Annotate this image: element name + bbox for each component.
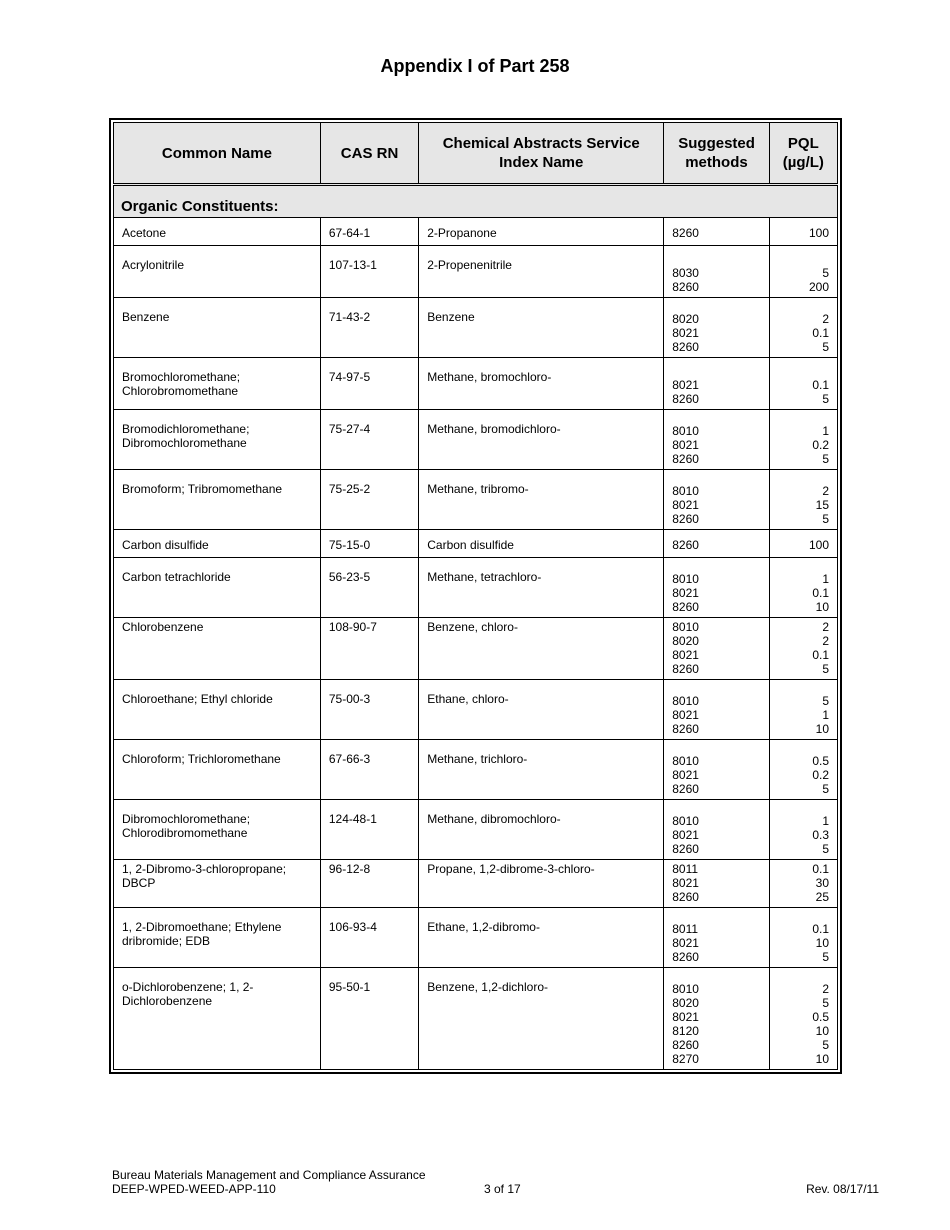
cell-index-name: 2-Propenenitrile xyxy=(419,246,664,298)
header-methods-label: Suggested methods xyxy=(678,135,755,171)
cell-cas-rn: 75-15-0 xyxy=(320,530,418,558)
cell-common-name: 1, 2-Dibromo-3-chloropropane; DBCP xyxy=(114,860,321,908)
cell-index-name: Methane, tribromo- xyxy=(419,470,664,530)
table-row xyxy=(114,530,838,558)
cell-methods xyxy=(664,860,769,908)
cell-index-name: Methane, tetrachloro- xyxy=(419,558,664,618)
table-row xyxy=(114,298,838,358)
method-code: 8021 xyxy=(672,648,699,662)
cell-methods xyxy=(664,410,769,470)
cell-cas-rn: 95-50-1 xyxy=(320,968,418,1070)
header-cas-rn: CAS RN xyxy=(320,123,418,185)
cell-methods xyxy=(664,618,769,680)
cell-pql xyxy=(769,908,837,968)
footer-left xyxy=(112,1168,426,1196)
cell-methods xyxy=(664,470,769,530)
table-row xyxy=(114,558,838,618)
pql-value: 100 xyxy=(808,226,829,240)
table-row xyxy=(114,968,838,1070)
cell-methods xyxy=(664,246,769,298)
header-pql-label: PQL (µg/L) xyxy=(782,135,824,171)
cell-common-name: Bromoform; Tribromomethane xyxy=(114,470,321,530)
pql-value: 0.5 xyxy=(812,1010,829,1024)
cell-common-name: Carbon disulfide xyxy=(114,530,321,558)
method-code: 8020 xyxy=(672,634,699,648)
cell-pql xyxy=(769,968,837,1070)
pql-value: 10 xyxy=(815,1052,829,1066)
cell-methods xyxy=(664,298,769,358)
pql-value: 5 xyxy=(822,842,829,856)
pql-value: 10 xyxy=(815,936,829,950)
cell-common-name: 1, 2-Dibromoethane; Ethylene dribromide; EDB xyxy=(114,908,321,968)
method-code: 8010 xyxy=(672,754,699,768)
cell-methods xyxy=(664,530,769,558)
pql-value: 100 xyxy=(808,538,829,552)
cell-pql xyxy=(769,410,837,470)
cell-pql xyxy=(769,218,837,246)
pql-value: 1 xyxy=(822,424,829,438)
cell-cas-rn: 75-25-2 xyxy=(320,470,418,530)
pql-value: 0.5 xyxy=(812,754,829,768)
pql-value: 1 xyxy=(822,572,829,586)
method-code: 8021 xyxy=(672,1010,699,1024)
pql-value: 2 xyxy=(822,982,829,996)
cell-methods xyxy=(664,740,769,800)
cell-methods xyxy=(664,680,769,740)
method-code: 8010 xyxy=(672,484,699,498)
table-row xyxy=(114,800,838,860)
pql-value: 2 xyxy=(822,634,829,648)
footer-org: Bureau Materials Management and Compliance Assurance xyxy=(112,1168,426,1182)
method-code: 8260 xyxy=(672,280,699,294)
pql-value: 5 xyxy=(822,392,829,406)
method-code: 8011 xyxy=(672,922,699,936)
cell-common-name: Acetone xyxy=(114,218,321,246)
method-code: 8260 xyxy=(672,600,699,614)
pql-value: 1 xyxy=(822,814,829,828)
footer-doc-id: DEEP-WPED-WEED-APP-110 xyxy=(112,1182,276,1196)
table-row xyxy=(114,218,838,246)
cell-index-name: Benzene, 1,2-dichloro- xyxy=(419,968,664,1070)
method-code: 8010 xyxy=(672,424,699,438)
cell-common-name: o-Dichlorobenzene; 1, 2-Dichlorobenzene xyxy=(114,968,321,1070)
pql-value: 5 xyxy=(822,996,829,1010)
cell-common-name: Benzene xyxy=(114,298,321,358)
cell-cas-rn: 56-23-5 xyxy=(320,558,418,618)
cell-cas-rn: 67-66-3 xyxy=(320,740,418,800)
pql-value: 0.1 xyxy=(812,326,829,340)
cell-pql xyxy=(769,618,837,680)
method-code: 8260 xyxy=(672,662,699,676)
cell-index-name: Ethane, 1,2-dibromo- xyxy=(419,908,664,968)
table-row xyxy=(114,246,838,298)
method-code: 8030 xyxy=(672,266,699,280)
cell-index-name: Carbon disulfide xyxy=(419,530,664,558)
cell-methods xyxy=(664,908,769,968)
pql-value: 0.1 xyxy=(812,648,829,662)
header-common-name: Common Name xyxy=(114,123,321,185)
cell-pql xyxy=(769,800,837,860)
method-code: 8020 xyxy=(672,312,699,326)
cell-common-name: Bromodichloromethane; Dibromochloromethane xyxy=(114,410,321,470)
method-code: 8020 xyxy=(672,996,699,1010)
page-title: Appendix I of Part 258 xyxy=(380,56,570,76)
pql-value: 15 xyxy=(815,498,829,512)
cell-methods xyxy=(664,358,769,410)
method-code: 8260 xyxy=(672,340,699,354)
cell-common-name: Carbon tetrachloride xyxy=(114,558,321,618)
cell-cas-rn: 107-13-1 xyxy=(320,246,418,298)
pql-value: 5 xyxy=(822,1038,829,1052)
cell-pql xyxy=(769,558,837,618)
cell-cas-rn: 108-90-7 xyxy=(320,618,418,680)
method-code: 8010 xyxy=(672,572,699,586)
cell-cas-rn: 71-43-2 xyxy=(320,298,418,358)
method-code: 8021 xyxy=(672,378,699,392)
cell-index-name: Methane, bromodichloro- xyxy=(419,410,664,470)
cell-pql xyxy=(769,740,837,800)
header-pql xyxy=(769,123,837,185)
pql-value: 5 xyxy=(822,266,829,280)
pql-value: 25 xyxy=(815,890,829,904)
cell-common-name: Dibromochloromethane; Chlorodibromomethane xyxy=(114,800,321,860)
cell-index-name: Methane, dibromochloro- xyxy=(419,800,664,860)
pql-value: 2 xyxy=(822,484,829,498)
pql-value: 0.1 xyxy=(812,862,829,876)
cell-cas-rn: 96-12-8 xyxy=(320,860,418,908)
method-code: 8021 xyxy=(672,768,699,782)
cell-methods xyxy=(664,558,769,618)
table-row xyxy=(114,410,838,470)
pql-value: 2 xyxy=(822,312,829,326)
pql-value: 0.2 xyxy=(812,768,829,782)
cell-index-name: Propane, 1,2-dibrome-3-chloro- xyxy=(419,860,664,908)
constituents-table xyxy=(113,122,838,1070)
pql-value: 10 xyxy=(815,600,829,614)
cell-pql xyxy=(769,860,837,908)
cell-common-name: Acrylonitrile xyxy=(114,246,321,298)
pql-value: 0.1 xyxy=(812,586,829,600)
method-code: 8260 xyxy=(672,452,699,466)
method-code: 8260 xyxy=(672,512,699,526)
pql-value: 5 xyxy=(822,340,829,354)
footer-page-number: 3 of 17 xyxy=(484,1182,521,1196)
cell-cas-rn: 75-00-3 xyxy=(320,680,418,740)
section-label: Organic Constituents: xyxy=(114,185,838,218)
pql-value: 5 xyxy=(822,950,829,964)
pql-value: 5 xyxy=(822,512,829,526)
section-row xyxy=(114,185,838,218)
cell-common-name: Chloroform; Trichloromethane xyxy=(114,740,321,800)
pql-value: 10 xyxy=(815,722,829,736)
method-code: 8010 xyxy=(672,694,699,708)
table-body xyxy=(114,185,838,1070)
cell-index-name: Methane, bromochloro- xyxy=(419,358,664,410)
pql-value: 30 xyxy=(815,876,829,890)
cell-methods xyxy=(664,968,769,1070)
method-code: 8260 xyxy=(672,226,699,240)
footer-revision: Rev. 08/17/11 xyxy=(806,1182,879,1196)
cell-index-name: 2-Propanone xyxy=(419,218,664,246)
method-code: 8270 xyxy=(672,1052,699,1066)
cell-cas-rn: 124-48-1 xyxy=(320,800,418,860)
pql-value: 10 xyxy=(815,1024,829,1038)
method-code: 8120 xyxy=(672,1024,699,1038)
header-cas-index-name xyxy=(419,123,664,185)
method-code: 8021 xyxy=(672,828,699,842)
method-code: 8021 xyxy=(672,498,699,512)
cell-methods xyxy=(664,218,769,246)
pql-value: 5 xyxy=(822,694,829,708)
method-code: 8260 xyxy=(672,890,699,904)
method-code: 8011 xyxy=(672,862,699,876)
pql-value: 1 xyxy=(822,708,829,722)
pql-value: 5 xyxy=(822,662,829,676)
cell-methods xyxy=(664,800,769,860)
method-code: 8010 xyxy=(672,620,699,634)
pql-value: 0.3 xyxy=(812,828,829,842)
cell-common-name: Bromochloromethane; Chlorobromomethane xyxy=(114,358,321,410)
table-row xyxy=(114,908,838,968)
header-suggested-methods xyxy=(664,123,769,185)
method-code: 8021 xyxy=(672,438,699,452)
cell-cas-rn: 106-93-4 xyxy=(320,908,418,968)
method-code: 8021 xyxy=(672,708,699,722)
method-code: 8260 xyxy=(672,842,699,856)
pql-value: 200 xyxy=(808,280,829,294)
cell-index-name: Ethane, chloro- xyxy=(419,680,664,740)
cell-pql xyxy=(769,530,837,558)
cell-index-name: Benzene, chloro- xyxy=(419,618,664,680)
pql-value: 5 xyxy=(822,452,829,466)
method-code: 8260 xyxy=(672,538,699,552)
cell-cas-rn: 75-27-4 xyxy=(320,410,418,470)
method-code: 8021 xyxy=(672,876,699,890)
cell-common-name: Chloroethane; Ethyl chloride xyxy=(114,680,321,740)
cell-index-name: Benzene xyxy=(419,298,664,358)
pql-value: 5 xyxy=(822,782,829,796)
table-row xyxy=(114,740,838,800)
pql-value: 0.2 xyxy=(812,438,829,452)
cell-pql xyxy=(769,246,837,298)
cell-cas-rn: 67-64-1 xyxy=(320,218,418,246)
method-code: 8021 xyxy=(672,586,699,600)
method-code: 8021 xyxy=(672,936,699,950)
method-code: 8260 xyxy=(672,1038,699,1052)
cell-pql xyxy=(769,680,837,740)
cell-common-name: Chlorobenzene xyxy=(114,618,321,680)
pql-value: 0.1 xyxy=(812,922,829,936)
pql-value: 2 xyxy=(822,620,829,634)
method-code: 8260 xyxy=(672,950,699,964)
table-header-row xyxy=(114,123,838,185)
method-code: 8021 xyxy=(672,326,699,340)
cell-cas-rn: 74-97-5 xyxy=(320,358,418,410)
cell-pql xyxy=(769,358,837,410)
cell-pql xyxy=(769,470,837,530)
table-row xyxy=(114,860,838,908)
method-code: 8010 xyxy=(672,982,699,996)
method-code: 8260 xyxy=(672,392,699,406)
method-code: 8260 xyxy=(672,722,699,736)
method-code: 8010 xyxy=(672,814,699,828)
cell-pql xyxy=(769,298,837,358)
pql-value: 0.1 xyxy=(812,378,829,392)
table-row xyxy=(114,618,838,680)
header-cas-index-label: Chemical Abstracts Service Index Name xyxy=(442,135,640,171)
table-row xyxy=(114,470,838,530)
cell-index-name: Methane, trichloro- xyxy=(419,740,664,800)
table-row xyxy=(114,680,838,740)
appendix-table-frame xyxy=(109,118,842,1074)
table-row xyxy=(114,358,838,410)
method-code: 8260 xyxy=(672,782,699,796)
